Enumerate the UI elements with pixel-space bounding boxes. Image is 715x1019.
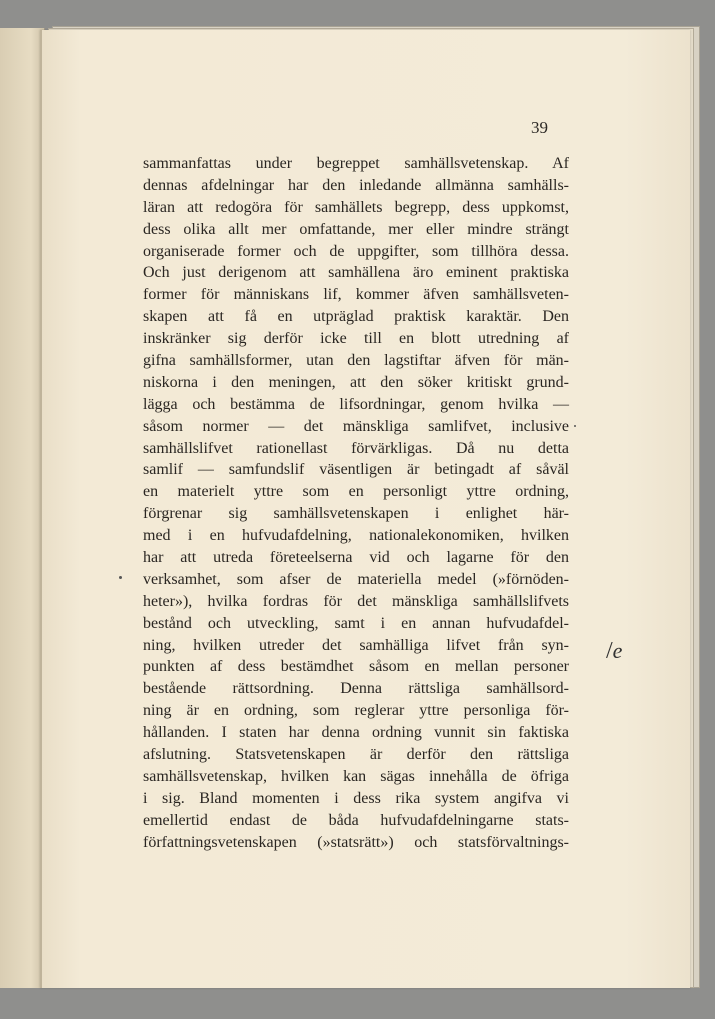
paper-speck <box>119 576 122 579</box>
text-line: lägga och bestämma de lifsordningar, genom hvilka — <box>143 395 569 413</box>
handwritten-margin-note <box>606 638 622 665</box>
text-line: dess olika allt mer omfattande, mer eller mindre strängt <box>143 220 569 238</box>
text-line: bestånd och utveckling, samt i en annan hufvudafdel- <box>143 614 569 632</box>
facing-page-edge <box>0 28 45 988</box>
text-line: inskränker sig derför icke till en blott utredning af <box>143 330 569 348</box>
text-line: samhällslifvet rationellast förvärkligas. Då nu detta <box>143 439 569 457</box>
text-line: organiserade former och de uppgifter, som tillhöra dessa. <box>143 242 569 260</box>
paper-speck <box>574 425 576 427</box>
text-line: med i en hufvudafdelning, nationalekonomiken, hvilken <box>143 527 569 545</box>
text-line: Och just derigenom att samhällena äro eminent praktiska <box>143 264 569 282</box>
text-line: en materielt yttre som en personligt yttre ordning, <box>143 483 569 501</box>
text-line: i sig. Bland momenten i dess rika system angifva vi <box>143 789 569 807</box>
margin-note-text: e <box>612 638 623 663</box>
text-line: ning är en ordning, som reglerar yttre personliga för- <box>143 702 569 720</box>
text-line: punkten af dess bestämdhet såsom en mellan personer <box>143 658 569 676</box>
text-line: emellertid endast de båda hufvudafdelningarne stats- <box>143 811 569 829</box>
text-line: såsom normer — det mänskliga samlifvet, inclusive <box>143 417 569 435</box>
text-line: heter»), hvilka fordras för det mänskliga samhällslifvets <box>143 592 569 610</box>
text-line: sammanfattas under begreppet samhällsvetenskap. Af <box>143 155 569 172</box>
text-line: gifna samhällsformer, utan den lagstiftar äfven för män- <box>143 352 569 370</box>
text-line: samlif — samfundslif väsentligen är betingadt af såväl <box>143 461 569 479</box>
margin-mark: / <box>606 638 613 664</box>
body-text <box>143 153 569 854</box>
text-line: former för människans lif, kommer äfven samhällsveten- <box>143 286 569 304</box>
text-line: har att utreda företeelserna vid och lagarne för den <box>143 549 569 567</box>
page-number: 39 <box>531 118 548 137</box>
text-line: läran att redogöra för samhällets begrepp, dess uppkomst, <box>143 198 569 216</box>
text-line: samhällsvetenskap, hvilken kan sägas innehålla de öfriga <box>143 767 569 785</box>
text-line: förgrenar sig samhällsvetenskapen i enlighet här- <box>143 505 569 523</box>
text-line: författningsvetenskapen (»statsrätt») och statsförvaltnings- <box>143 833 569 851</box>
text-line: dennas afdelningar har den inledande allmänna samhälls- <box>143 176 569 194</box>
text-line: skapen att få en utpräglad praktisk karaktär. Den <box>143 308 569 326</box>
text-line: niskorna i den meningen, att den söker kritiskt grund- <box>143 373 569 391</box>
text-line: afslutning. Statsvetenskapen är derför den rättsliga <box>143 746 569 764</box>
text-line: hållanden. I staten har denna ordning vunnit sin faktiska <box>143 724 569 742</box>
text-line: bestående rättsordning. Denna rättsliga samhällsord- <box>143 680 569 698</box>
text-line: ning, hvilken utreder det samhälliga lifvet från syn- <box>143 636 569 654</box>
text-line: verksamhet, som afser de materiella medel (»förnöden- <box>143 570 569 588</box>
